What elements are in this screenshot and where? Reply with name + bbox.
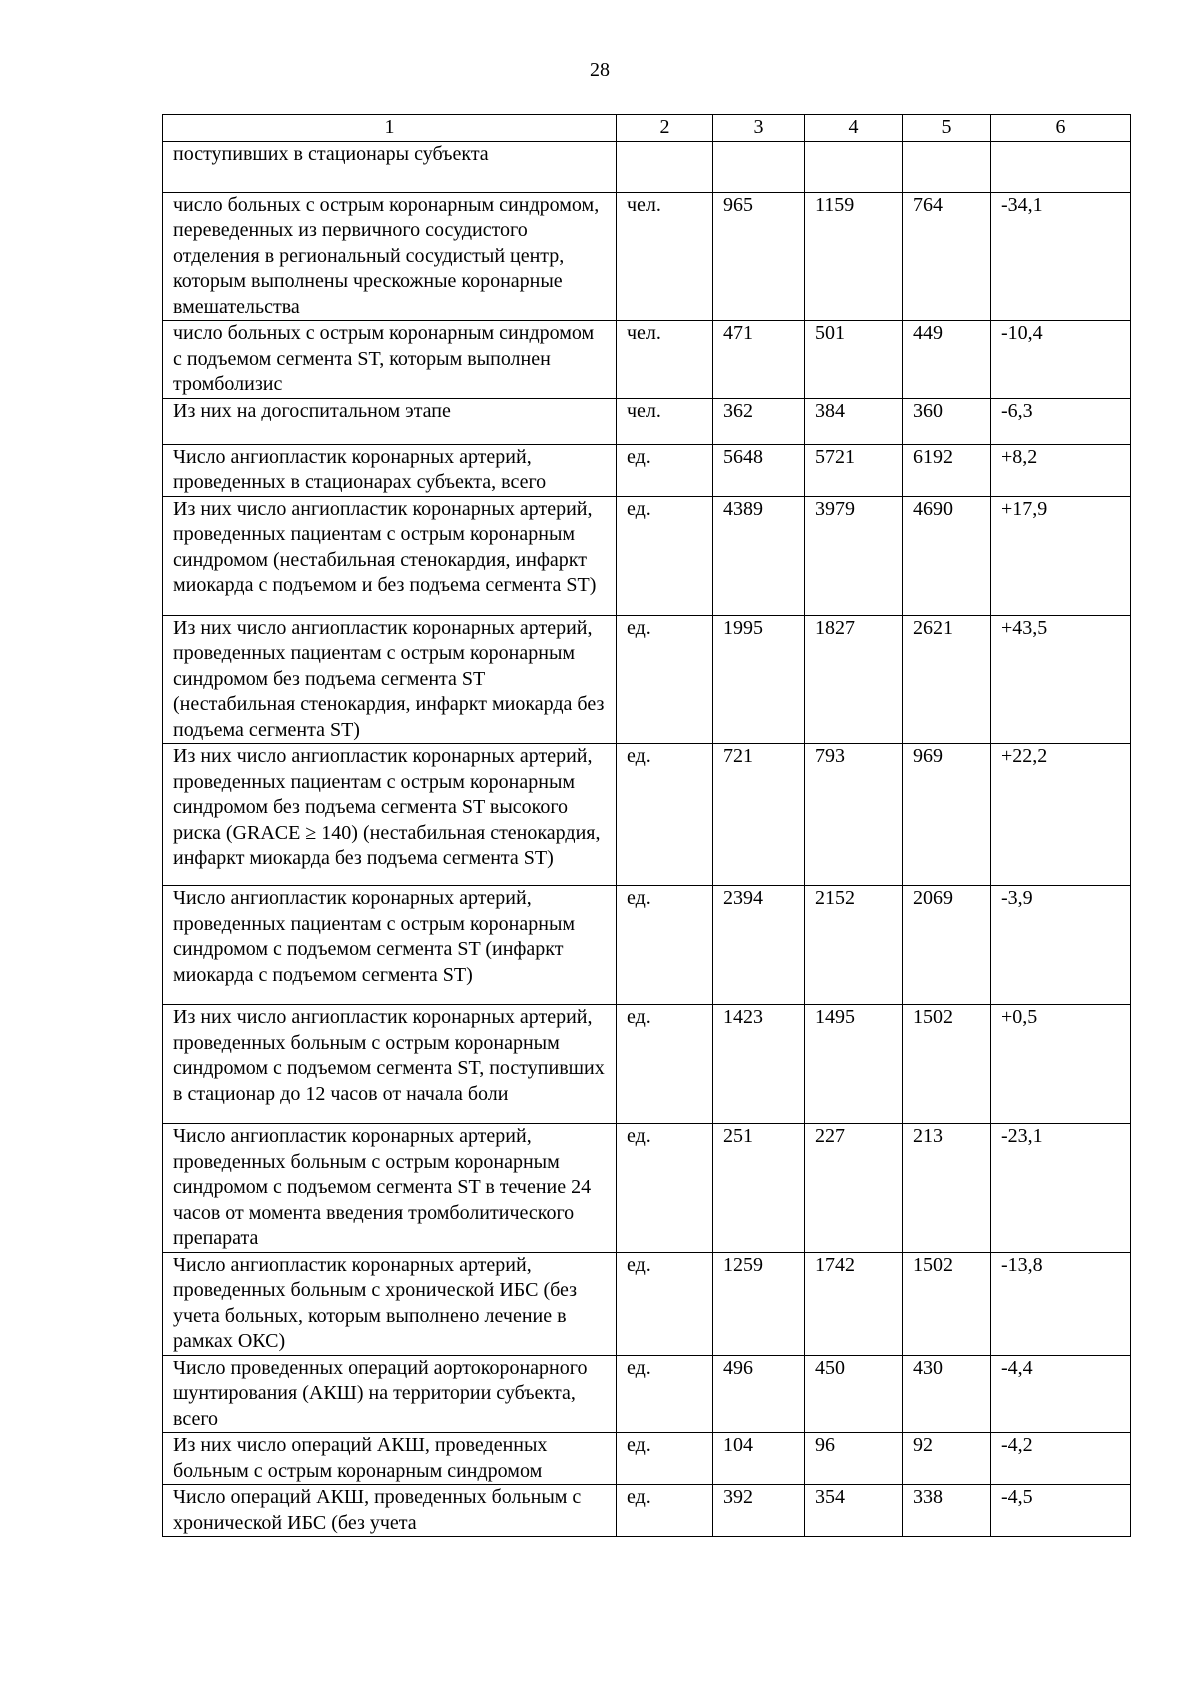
value-cell-col3: 1259 [713,1252,805,1355]
column-header: 4 [805,115,903,142]
column-header: 1 [163,115,617,142]
change-cell-col6: +43,5 [991,615,1131,744]
value-cell-col3: 362 [713,398,805,444]
value-cell-col5: 430 [903,1355,991,1433]
unit-cell: ед. [617,1005,713,1124]
value-cell-col3: 965 [713,192,805,321]
value-cell-col4: 2152 [805,886,903,1005]
value-cell-col4: 96 [805,1433,903,1485]
change-cell-col6: -4,5 [991,1485,1131,1537]
table-row [163,1433,1131,1485]
page-number: 28 [590,59,610,81]
change-cell-col6: -4,4 [991,1355,1131,1433]
value-cell-col5: 764 [903,192,991,321]
column-header: 5 [903,115,991,142]
value-cell-col4: 1827 [805,615,903,744]
value-cell-col5: 92 [903,1433,991,1485]
value-cell-col3 [713,141,805,192]
value-cell-col4: 450 [805,1355,903,1433]
value-cell-col5: 6192 [903,444,991,496]
table-row [163,192,1131,321]
data-table [162,114,1131,1537]
unit-cell: ед. [617,496,713,615]
unit-cell [617,141,713,192]
value-cell-col3: 392 [713,1485,805,1537]
change-cell-col6: -6,3 [991,398,1131,444]
value-cell-col3: 4389 [713,496,805,615]
change-cell-col6: +22,2 [991,744,1131,886]
value-cell-col5: 338 [903,1485,991,1537]
unit-cell: ед. [617,886,713,1005]
value-cell-col5 [903,141,991,192]
row-label-cell: Число ангиопластик коронарных артерий, проведенных больным с хронической ИБС (без учета больных, которым выполнено лечение в рамках ОКС) [163,1252,617,1355]
table-row [163,398,1131,444]
table-row [163,1485,1131,1537]
table-row [163,141,1131,192]
row-label-cell: число больных с острым коронарным синдромом с подъемом сегмента ST, которым выполнен тромболизис [163,321,617,399]
value-cell-col3: 721 [713,744,805,886]
column-header: 3 [713,115,805,142]
unit-cell: ед. [617,615,713,744]
value-cell-col4: 5721 [805,444,903,496]
value-cell-col4: 1495 [805,1005,903,1124]
column-header: 2 [617,115,713,142]
change-cell-col6: +0,5 [991,1005,1131,1124]
value-cell-col4: 354 [805,1485,903,1537]
value-cell-col5: 4690 [903,496,991,615]
value-cell-col5: 2621 [903,615,991,744]
value-cell-col3: 2394 [713,886,805,1005]
row-label-cell: поступивших в стационары субъекта [163,141,617,192]
row-label-cell: Число ангиопластик коронарных артерий, проведенных больным с острым коронарным синдромом с подъемом сегмента ST в течение 24 часов от момента введения тромболитического препарата [163,1124,617,1253]
table-row [163,1355,1131,1433]
row-label-cell: Число ангиопластик коронарных артерий, проведенных в стационарах субъекта, всего [163,444,617,496]
table-row [163,615,1131,744]
change-cell-col6: -13,8 [991,1252,1131,1355]
table-row [163,321,1131,399]
value-cell-col5: 1502 [903,1005,991,1124]
unit-cell: ед. [617,1355,713,1433]
value-cell-col4: 1742 [805,1252,903,1355]
value-cell-col4: 501 [805,321,903,399]
value-cell-col5: 2069 [903,886,991,1005]
row-label-cell: Из них число ангиопластик коронарных артерий, проведенных пациентам с острым коронарным синдромом без подъема сегмента ST высокого риска (GRACE ≥ 140) (нестабильная стенокардия, инфаркт миокарда без подъема сегмента ST) [163,744,617,886]
row-label-cell: Из них на догоспитальном этапе [163,398,617,444]
change-cell-col6: -23,1 [991,1124,1131,1253]
table-row [163,1005,1131,1124]
value-cell-col3: 1995 [713,615,805,744]
value-cell-col3: 496 [713,1355,805,1433]
change-cell-col6: +8,2 [991,444,1131,496]
value-cell-col4 [805,141,903,192]
value-cell-col3: 471 [713,321,805,399]
table-header-row [163,115,1131,142]
change-cell-col6: -10,4 [991,321,1131,399]
table-row [163,886,1131,1005]
value-cell-col5: 969 [903,744,991,886]
column-header: 6 [991,115,1131,142]
table-row [163,744,1131,886]
change-cell-col6: -4,2 [991,1433,1131,1485]
table-row [163,1124,1131,1253]
unit-cell: ед. [617,1124,713,1253]
row-label-cell: Из них число ангиопластик коронарных артерий, проведенных пациентам с острым коронарным синдромом (нестабильная стенокардия, инфаркт миокарда с подъемом и без подъема сегмента ST) [163,496,617,615]
value-cell-col4: 384 [805,398,903,444]
row-label-cell: Из них число операций АКШ, проведенных больным с острым коронарным синдромом [163,1433,617,1485]
value-cell-col3: 251 [713,1124,805,1253]
change-cell-col6: -3,9 [991,886,1131,1005]
row-label-cell: Из них число ангиопластик коронарных артерий, проведенных больным с острым коронарным синдромом с подъемом сегмента ST, поступивших в стационар до 12 часов от начала боли [163,1005,617,1124]
change-cell-col6 [991,141,1131,192]
table-row [163,1252,1131,1355]
value-cell-col5: 360 [903,398,991,444]
value-cell-col3: 1423 [713,1005,805,1124]
value-cell-col4: 1159 [805,192,903,321]
unit-cell: ед. [617,1433,713,1485]
change-cell-col6: +17,9 [991,496,1131,615]
row-label-cell: Из них число ангиопластик коронарных артерий, проведенных пациентам с острым коронарным синдромом без подъема сегмента ST (нестабильная стенокардия, инфаркт миокарда без подъема сегмента ST) [163,615,617,744]
value-cell-col5: 1502 [903,1252,991,1355]
unit-cell: чел. [617,321,713,399]
unit-cell: ед. [617,444,713,496]
value-cell-col5: 213 [903,1124,991,1253]
value-cell-col3: 104 [713,1433,805,1485]
unit-cell: ед. [617,744,713,886]
value-cell-col5: 449 [903,321,991,399]
row-label-cell: число больных с острым коронарным синдромом, переведенных из первичного сосудистого отделения в региональный сосудистый центр, которым выполнены чрескожные коронарные вмешательства [163,192,617,321]
row-label-cell: Число операций АКШ, проведенных больным с хронической ИБС (без учета [163,1485,617,1537]
change-cell-col6: -34,1 [991,192,1131,321]
table-row [163,496,1131,615]
unit-cell: чел. [617,192,713,321]
value-cell-col4: 3979 [805,496,903,615]
row-label-cell: Число проведенных операций аортокоронарного шунтирования (АКШ) на территории субъекта, всего [163,1355,617,1433]
unit-cell: ед. [617,1485,713,1537]
table-row [163,444,1131,496]
value-cell-col3: 5648 [713,444,805,496]
value-cell-col4: 227 [805,1124,903,1253]
unit-cell: чел. [617,398,713,444]
unit-cell: ед. [617,1252,713,1355]
value-cell-col4: 793 [805,744,903,886]
row-label-cell: Число ангиопластик коронарных артерий, проведенных пациентам с острым коронарным синдромом с подъемом сегмента ST (инфаркт миокарда с подъемом сегмента ST) [163,886,617,1005]
